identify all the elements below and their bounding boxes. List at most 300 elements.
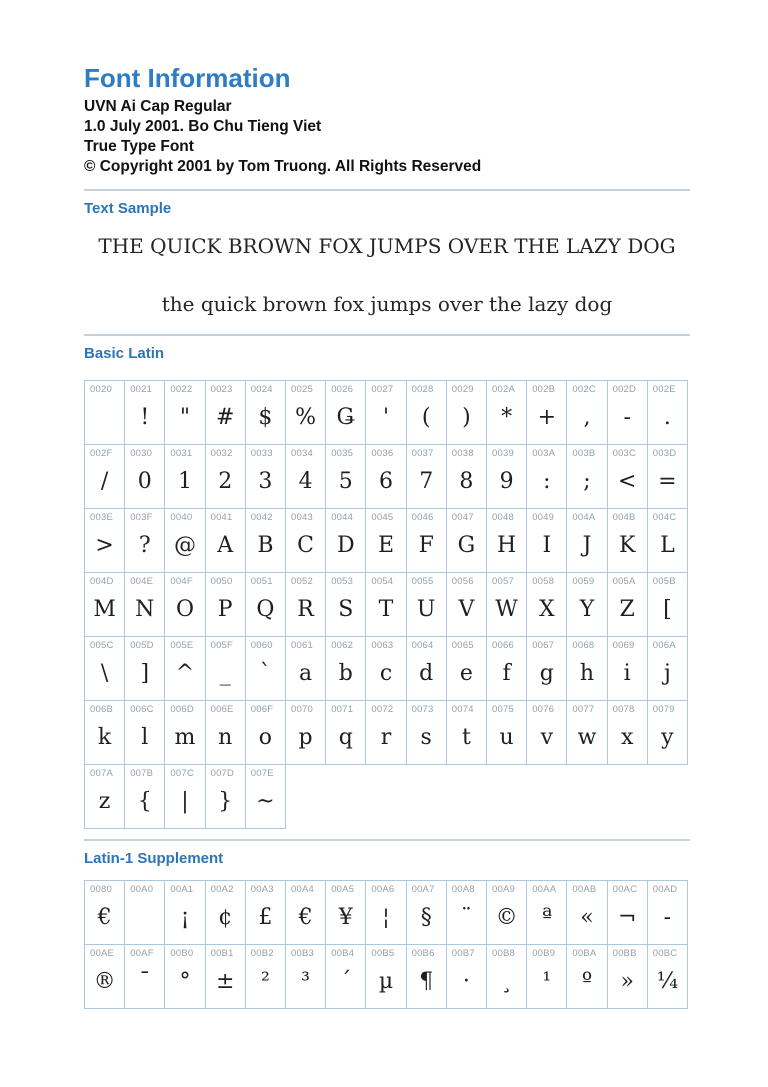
glyph: A (217, 532, 234, 558)
glyph-cell-0060 (246, 637, 286, 701)
glyph: 7 (419, 468, 434, 494)
glyph: h (579, 660, 595, 686)
glyph-cell-00A9 (487, 881, 527, 945)
code-label: 002C (572, 384, 596, 395)
glyph-cell-005E (165, 637, 205, 701)
glyph-cell-005A (608, 573, 648, 637)
glyph: C (297, 532, 315, 558)
code-label: 0072 (371, 704, 394, 715)
glyph: S (338, 596, 354, 622)
glyph: j (663, 660, 671, 686)
glyph: O (175, 596, 195, 622)
glyph: 9 (499, 468, 514, 494)
glyph-cell-0052 (286, 573, 326, 637)
glyph: / (100, 468, 109, 494)
code-label: 0044 (331, 512, 354, 523)
sample-text-uppercase: THE QUICK BROWN FOX JUMPS OVER THE LAZY DOG (98, 234, 676, 258)
glyph-cell-0037 (407, 445, 447, 509)
code-label: 0065 (451, 640, 474, 651)
glyph-cell-0069 (608, 637, 648, 701)
glyph: X (538, 596, 555, 622)
section-divider (84, 334, 690, 336)
glyph-cell-0021 (125, 381, 165, 445)
glyph-cell-00AB (567, 881, 607, 945)
basic-latin-grid (84, 380, 688, 829)
code-label: 004E (130, 576, 154, 587)
glyph: g (539, 660, 554, 686)
code-label: 004D (90, 576, 114, 587)
code-label: 0024 (250, 384, 273, 395)
glyph: % (295, 404, 317, 430)
glyph-cell-0062 (326, 637, 366, 701)
glyph: } (218, 788, 233, 814)
code-label: 00A5 (331, 884, 355, 895)
glyph: ¥ (338, 904, 353, 930)
glyph: a (299, 660, 313, 686)
code-label: 00A3 (250, 884, 274, 895)
code-label: 00A7 (411, 884, 435, 895)
glyph-cell-00A4 (286, 881, 326, 945)
code-label: 0037 (411, 448, 434, 459)
glyph: ³ (301, 968, 310, 994)
glyph: l (141, 724, 149, 750)
glyph-cell-0053 (326, 573, 366, 637)
glyph-cell-0070 (286, 701, 326, 765)
glyph-cell-0027 (366, 381, 406, 445)
glyph-cell-0049 (527, 509, 567, 573)
code-label: 005C (90, 640, 114, 651)
glyph: ¬ (617, 904, 637, 930)
glyph-cell-00B0 (165, 945, 205, 1009)
glyph-cell-004F (165, 573, 205, 637)
glyph-cell-0044 (326, 509, 366, 573)
glyph-cell-0022 (165, 381, 205, 445)
code-label: 00A4 (291, 884, 314, 895)
code-label: 003E (90, 512, 113, 523)
glyph-cell-004B (608, 509, 648, 573)
glyph-cell-0048 (487, 509, 527, 573)
code-label: 005A (612, 576, 636, 587)
glyph-cell-0040 (165, 509, 205, 573)
glyph: € (298, 904, 313, 930)
glyph-cell-00AD (648, 881, 688, 945)
code-label: 0059 (572, 576, 595, 587)
code-label: 0031 (170, 448, 193, 459)
glyph-cell-0047 (447, 509, 487, 573)
glyph: ´ (340, 968, 352, 994)
glyph-cell-002E (648, 381, 688, 445)
code-label: 0063 (371, 640, 394, 651)
section-divider (84, 189, 690, 191)
code-label: 00AD (652, 884, 678, 895)
glyph-cell-006E (206, 701, 246, 765)
glyph-cell-006A (648, 637, 688, 701)
code-label: 006F (250, 704, 274, 715)
code-label: 002F (90, 448, 113, 459)
code-label: 00B4 (331, 948, 355, 959)
code-label: 0070 (291, 704, 313, 715)
code-label: 004A (572, 512, 596, 523)
glyph-cell-00A8 (447, 881, 487, 945)
glyph: ^ (175, 660, 195, 686)
code-label: 0076 (532, 704, 555, 715)
glyph: @ (173, 532, 196, 558)
glyph-cell-003F (125, 509, 165, 573)
glyph-cell-003E (85, 509, 125, 573)
code-label: 003B (572, 448, 596, 459)
code-label: 00BC (652, 948, 678, 959)
glyph: s (420, 724, 432, 750)
glyph: 5 (338, 468, 353, 494)
glyph: Ǥ (336, 404, 356, 430)
glyph: ) (462, 404, 471, 430)
glyph: ¯ (139, 968, 151, 994)
code-label: 0067 (532, 640, 555, 651)
glyph-cell-002F (85, 445, 125, 509)
glyph: = (658, 468, 677, 494)
glyph-cell-0079 (648, 701, 688, 765)
glyph-cell-004D (85, 573, 125, 637)
glyph: , (583, 404, 591, 430)
code-label: 004B (612, 512, 636, 523)
code-label: 005D (130, 640, 154, 651)
glyph-cell-0046 (407, 509, 447, 573)
glyph: [ (663, 596, 672, 622)
glyph: £ (258, 904, 273, 930)
glyph: { (137, 788, 152, 814)
glyph: ® (93, 968, 116, 994)
section-heading-basic-latin: Basic Latin (84, 345, 165, 362)
glyph-cell-00B5 (366, 945, 406, 1009)
glyph-cell-006F (246, 701, 286, 765)
glyph: N (135, 596, 155, 622)
glyph: m (174, 724, 196, 750)
glyph: - (623, 404, 631, 430)
code-label: 0073 (411, 704, 434, 715)
page-title: Font Information (84, 63, 291, 93)
glyph-cell-00A0 (125, 881, 165, 945)
code-label: 003D (652, 448, 677, 459)
glyph: x (620, 724, 634, 750)
glyph-cell-0028 (407, 381, 447, 445)
glyph-cell-004C (648, 509, 688, 573)
code-label: 0027 (371, 384, 394, 395)
glyph-cell-0065 (447, 637, 487, 701)
glyph-cell-004A (567, 509, 607, 573)
font-copyright-line: © Copyright 2001 by Tom Truong. All Rights Reserved (84, 158, 482, 175)
glyph: z (98, 788, 111, 814)
code-label: 007A (90, 768, 113, 779)
glyph-cell-004E (125, 573, 165, 637)
glyph-cell-0031 (165, 445, 205, 509)
code-label: 0029 (451, 384, 474, 395)
glyph: 1 (177, 468, 192, 494)
code-label: 005F (210, 640, 234, 651)
glyph-cell-00A5 (326, 881, 366, 945)
code-label: 0038 (451, 448, 474, 459)
glyph: € (97, 904, 112, 930)
glyph-cell-00B9 (527, 945, 567, 1009)
code-label: 00AC (612, 884, 638, 895)
glyph-cell-0029 (447, 381, 487, 445)
glyph: e (459, 660, 473, 686)
code-label: 0078 (612, 704, 635, 715)
glyph-cell-0056 (447, 573, 487, 637)
code-label: 003F (130, 512, 153, 523)
code-label: 0021 (130, 384, 153, 395)
glyph-cell-0057 (487, 573, 527, 637)
code-label: 0032 (210, 448, 233, 459)
glyph: µ (378, 968, 394, 994)
glyph-cell-0075 (487, 701, 527, 765)
code-label: 0036 (371, 448, 394, 459)
code-label: 0049 (532, 512, 555, 523)
code-label: 00A2 (210, 884, 234, 895)
glyph: 4 (298, 468, 313, 494)
glyph-cell-00AC (608, 881, 648, 945)
glyph-cell-0077 (567, 701, 607, 765)
code-label: 004F (170, 576, 193, 587)
glyph: \ (100, 660, 109, 686)
glyph: J (582, 532, 592, 558)
glyph: 8 (459, 468, 474, 494)
code-label: 00B3 (291, 948, 314, 959)
glyph-cell-0034 (286, 445, 326, 509)
glyph: n (218, 724, 233, 750)
glyph-cell-002C (567, 381, 607, 445)
glyph-cell-00B7 (447, 945, 487, 1009)
code-label: 002B (532, 384, 556, 395)
glyph: : (543, 468, 551, 494)
code-label: 00AB (572, 884, 597, 895)
glyph: ¦ (382, 904, 390, 930)
glyph-cell-00BA (567, 945, 607, 1009)
glyph: § (420, 904, 432, 930)
glyph-cell-007A (85, 765, 125, 829)
glyph-cell-002A (487, 381, 527, 445)
code-label: 0060 (250, 640, 273, 651)
code-label: 0061 (291, 640, 313, 651)
code-label: 0062 (331, 640, 354, 651)
glyph: B (257, 532, 274, 558)
glyph-cell-006D (165, 701, 205, 765)
glyph: k (97, 724, 112, 750)
code-label: 00A1 (170, 884, 194, 895)
glyph: | (181, 788, 189, 814)
glyph-cell-003B (567, 445, 607, 509)
glyph-cell-0030 (125, 445, 165, 509)
code-label: 0066 (492, 640, 514, 651)
glyph: < (617, 468, 637, 494)
glyph: ª (541, 904, 553, 930)
code-label: 007E (250, 768, 274, 779)
code-label: 0057 (492, 576, 514, 587)
section-heading-latin1-supplement: Latin-1 Supplement (84, 850, 224, 867)
glyph: y (661, 724, 674, 750)
glyph: w (577, 724, 597, 750)
glyph-cell-00A2 (206, 881, 246, 945)
glyph: D (336, 532, 355, 558)
code-label: 002E (652, 384, 676, 395)
glyph: ! (140, 404, 150, 430)
glyph-cell-0058 (527, 573, 567, 637)
glyph: F (418, 532, 434, 558)
glyph-cell-00AE (85, 945, 125, 1009)
glyph: ` (259, 660, 271, 686)
glyph: u (499, 724, 514, 750)
glyph-cell-006B (85, 701, 125, 765)
glyph-cell-0064 (407, 637, 447, 701)
code-label: 0035 (331, 448, 354, 459)
glyph-cell-0055 (407, 573, 447, 637)
glyph: M (93, 596, 116, 622)
code-label: 0052 (291, 576, 313, 587)
glyph: 6 (378, 468, 393, 494)
glyph: ; (583, 468, 591, 494)
glyph-cell-002D (608, 381, 648, 445)
glyph: * (501, 404, 513, 430)
code-label: 007C (170, 768, 194, 779)
code-label: 0020 (90, 384, 112, 395)
glyph-cell-00B3 (286, 945, 326, 1009)
glyph-cell-0023 (206, 381, 246, 445)
sample-text-lowercase: the quick brown fox jumps over the lazy dog (161, 292, 613, 316)
code-label: 0047 (451, 512, 474, 523)
glyph: ¨ (460, 904, 472, 930)
glyph (85, 395, 124, 444)
glyph: V (458, 596, 475, 622)
glyph: ² (260, 968, 270, 994)
code-label: 0074 (451, 704, 474, 715)
glyph-cell-002B (527, 381, 567, 445)
code-label: 0054 (371, 576, 394, 587)
code-label: 006E (210, 704, 234, 715)
code-label: 0041 (210, 512, 233, 523)
code-label: 003A (532, 448, 556, 459)
glyph-cell-0073 (407, 701, 447, 765)
glyph-cell-0061 (286, 637, 326, 701)
glyph: 2 (218, 468, 233, 494)
glyph: ? (138, 532, 151, 558)
glyph-cell-00B1 (206, 945, 246, 1009)
code-label: 0043 (291, 512, 313, 523)
glyph-cell-005C (85, 637, 125, 701)
glyph-cell-006C (125, 701, 165, 765)
code-label: 007B (130, 768, 154, 779)
code-label: 003C (612, 448, 637, 459)
code-label: 0033 (250, 448, 273, 459)
code-label: 002D (612, 384, 637, 395)
glyph: ¢ (218, 904, 233, 930)
glyph-cell-0043 (286, 509, 326, 573)
glyph: Y (579, 596, 595, 622)
glyph-cell-00BB (608, 945, 648, 1009)
code-label: 0051 (250, 576, 273, 587)
glyph: P (217, 596, 233, 622)
glyph: ' (382, 404, 390, 430)
code-label: 00BA (572, 948, 597, 959)
glyph-cell-00B8 (487, 945, 527, 1009)
glyph: c (379, 660, 393, 686)
font-version-line: 1.0 July 2001. Bo Chu Tieng Viet (84, 118, 322, 135)
glyph: T (378, 596, 394, 622)
glyph: $ (258, 404, 273, 430)
code-label: 0056 (451, 576, 474, 587)
glyph-cell-0045 (366, 509, 406, 573)
code-label: 00A6 (371, 884, 395, 895)
glyph-cell-0050 (206, 573, 246, 637)
code-label: 00B7 (451, 948, 475, 959)
glyph: » (620, 968, 634, 994)
glyph: I (542, 532, 552, 558)
glyph-cell-00B2 (246, 945, 286, 1009)
glyph: G (457, 532, 476, 558)
glyph-cell-0039 (487, 445, 527, 509)
glyph-cell-00A7 (407, 881, 447, 945)
glyph-cell-0068 (567, 637, 607, 701)
code-label: 0080 (90, 884, 112, 895)
glyph-cell-0025 (286, 381, 326, 445)
code-label: 00A0 (130, 884, 154, 895)
glyph: ° (179, 968, 191, 994)
glyph: - (663, 904, 672, 930)
code-label: 0045 (371, 512, 394, 523)
code-label: 00AF (130, 948, 154, 959)
glyph-cell-0080 (85, 881, 125, 945)
glyph-cell-0032 (206, 445, 246, 509)
glyph-cell-0076 (527, 701, 567, 765)
code-label: 0046 (411, 512, 434, 523)
glyph-cell-0074 (447, 701, 487, 765)
glyph: . (663, 404, 671, 430)
glyph: o (258, 724, 273, 750)
code-label: 0064 (411, 640, 434, 651)
glyph: 3 (258, 468, 273, 494)
code-label: 00AA (532, 884, 557, 895)
code-label: 006D (170, 704, 194, 715)
glyph-cell-0067 (527, 637, 567, 701)
code-label: 0068 (572, 640, 595, 651)
glyph: ¶ (419, 968, 434, 994)
code-label: 0022 (170, 384, 193, 395)
code-label: 0034 (291, 448, 313, 459)
glyph-cell-005F (206, 637, 246, 701)
glyph-cell-0038 (447, 445, 487, 509)
code-label: 00B1 (210, 948, 234, 959)
glyph: L (660, 532, 675, 558)
glyph: Q (256, 596, 275, 622)
glyph-cell-0071 (326, 701, 366, 765)
glyph: + (537, 404, 556, 430)
glyph-cell-0020 (85, 381, 125, 445)
glyph-cell-007E (246, 765, 286, 829)
code-label: 007D (210, 768, 235, 779)
glyph-cell-0066 (487, 637, 527, 701)
code-label: 0025 (291, 384, 313, 395)
glyph (125, 895, 164, 944)
code-label: 0023 (210, 384, 233, 395)
glyph-cell-007D (206, 765, 246, 829)
font-type-line: True Type Font (84, 138, 194, 155)
glyph: R (297, 596, 314, 622)
glyph-cell-005B (648, 573, 688, 637)
glyph: # (215, 404, 235, 430)
glyph: > (95, 532, 114, 558)
glyph: i (623, 660, 631, 686)
code-label: 0053 (331, 576, 354, 587)
glyph: E (377, 532, 395, 558)
glyph: d (419, 660, 434, 686)
